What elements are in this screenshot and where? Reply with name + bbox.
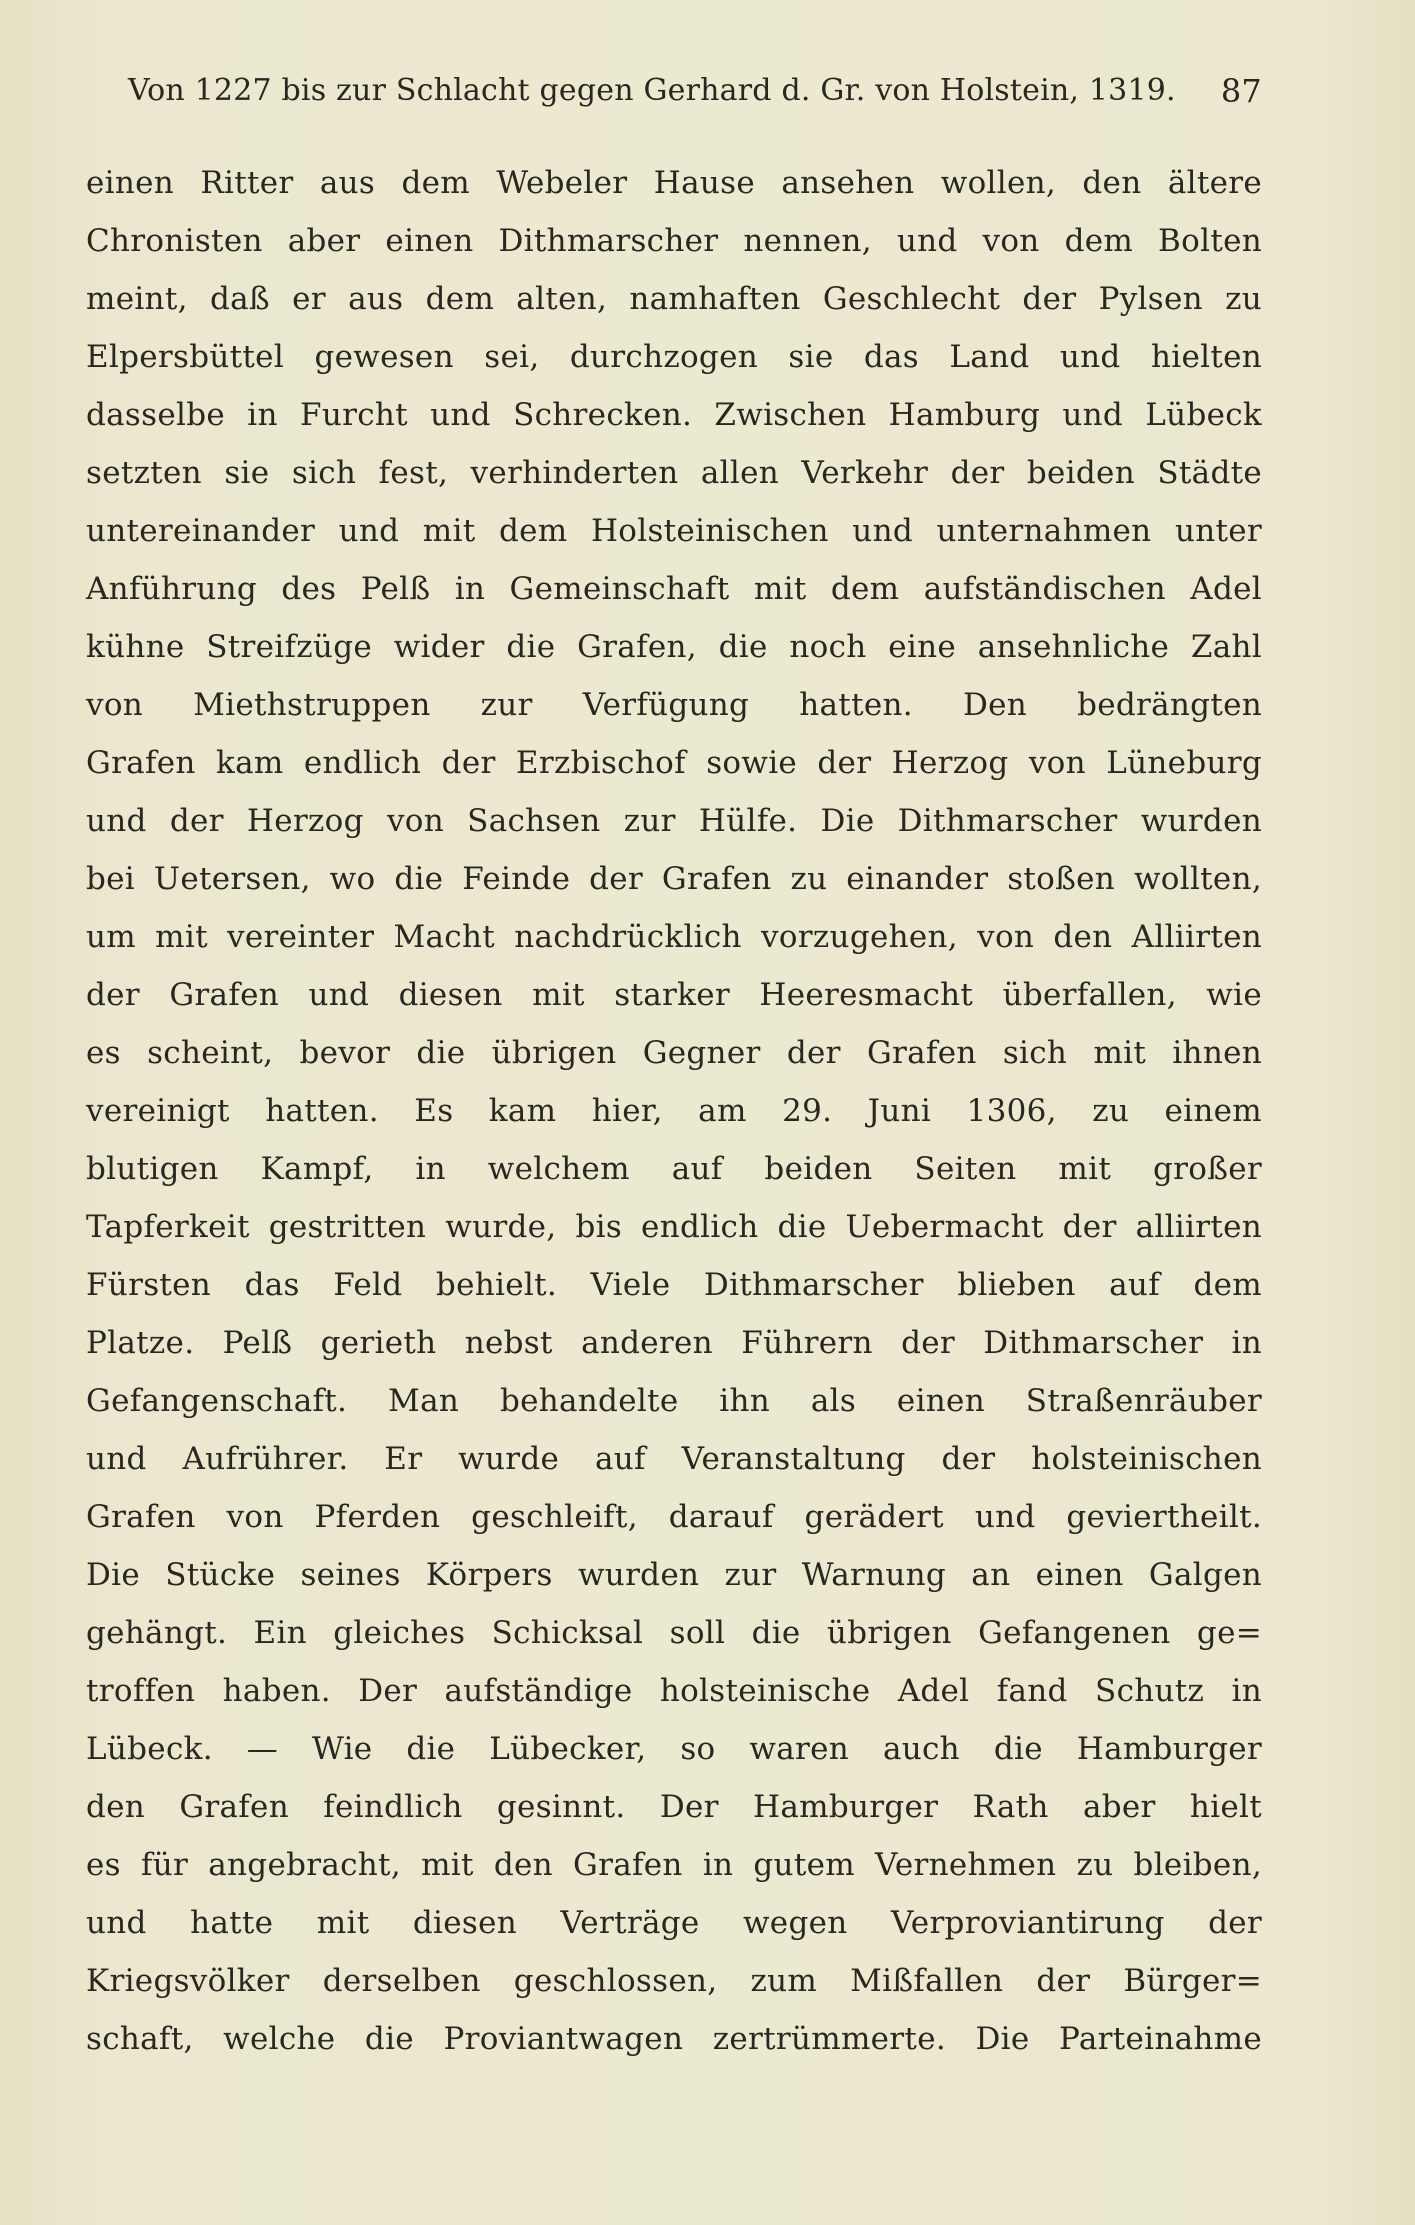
text-line: den Grafen feindlich gesinnt. Der Hamburger Rath aber hielt: [86, 1789, 1262, 1825]
text-line: es scheint, bevor die übrigen Gegner der Grafen sich mit ihnen: [86, 1035, 1262, 1071]
text-line: und der Herzog von Sachsen zur Hülfe. Die Dithmarscher wurden: [86, 803, 1262, 839]
running-head-title: Von 1227 bis zur Schlacht gegen Gerhard d. Gr. von Holstein, 1319.: [128, 73, 1176, 108]
text-line: Anführung des Pelß in Gemeinschaft mit dem aufständischen Adel: [86, 571, 1262, 607]
text-line: Kriegsvölker derselben geschlossen, zum Mißfallen der Bürger=: [86, 1963, 1262, 1999]
text-line: dasselbe in Furcht und Schrecken. Zwischen Hamburg und Lübeck: [86, 397, 1262, 433]
text-line: Lübeck. — Wie die Lübecker, so waren auch die Hamburger: [86, 1731, 1262, 1767]
text-line: blutigen Kampf, in welchem auf beiden Seiten mit großer: [86, 1151, 1262, 1187]
text-line: Die Stücke seines Körpers wurden zur Warnung an einen Galgen: [86, 1557, 1262, 1593]
text-line: und Aufrührer. Er wurde auf Veranstaltung der holsteinischen: [86, 1441, 1262, 1477]
text-line: untereinander und mit dem Holsteinischen und unternahmen unter: [86, 513, 1262, 549]
text-line: vereinigt hatten. Es kam hier, am 29. Juni 1306, zu einem: [86, 1093, 1262, 1129]
text-line: von Miethstruppen zur Verfügung hatten. Den bedrängten: [86, 687, 1262, 723]
text-line: Grafen kam endlich der Erzbischof sowie der Herzog von Lüneburg: [86, 745, 1262, 781]
text-line: schaft, welche die Proviantwagen zertrümmerte. Die Parteinahme: [86, 2021, 1262, 2057]
text-line: um mit vereinter Macht nachdrücklich vorzugehen, von den Alliirten: [86, 919, 1262, 955]
text-line: meint, daß er aus dem alten, namhaften Geschlecht der Pylsen zu: [86, 281, 1262, 317]
text-line: troffen haben. Der aufständige holsteinische Adel fand Schutz in: [86, 1673, 1262, 1709]
body-text: [86, 154, 1262, 2068]
text-line: Tapferkeit gestritten wurde, bis endlich die Uebermacht der alliirten: [86, 1209, 1262, 1245]
text-line: gehängt. Ein gleiches Schicksal soll die übrigen Gefangenen ge=: [86, 1615, 1262, 1651]
running-head: [128, 66, 1262, 116]
text-line: Elpersbüttel gewesen sei, durchzogen sie das Land und hielten: [86, 339, 1262, 375]
text-line: Chronisten aber einen Dithmarscher nennen, und von dem Bolten: [86, 223, 1262, 259]
text-line: Grafen von Pferden geschleift, darauf gerädert und geviertheilt.: [86, 1499, 1262, 1535]
text-line: setzten sie sich fest, verhinderten allen Verkehr der beiden Städte: [86, 455, 1262, 491]
text-line: kühne Streifzüge wider die Grafen, die noch eine ansehnliche Zahl: [86, 629, 1262, 665]
text-line: Fürsten das Feld behielt. Viele Dithmarscher blieben auf dem: [86, 1267, 1262, 1303]
page-number: 87: [1220, 72, 1262, 110]
text-line: der Grafen und diesen mit starker Heeresmacht überfallen, wie: [86, 977, 1262, 1013]
text-line: und hatte mit diesen Verträge wegen Verproviantirung der: [86, 1905, 1262, 1941]
text-line: Gefangenschaft. Man behandelte ihn als einen Straßenräuber: [86, 1383, 1262, 1419]
text-line: einen Ritter aus dem Webeler Hause ansehen wollen, den ältere: [86, 165, 1262, 201]
text-line: es für angebracht, mit den Grafen in gutem Vernehmen zu bleiben,: [86, 1847, 1262, 1883]
text-line: Platze. Pelß gerieth nebst anderen Führern der Dithmarscher in: [86, 1325, 1262, 1361]
text-line: bei Uetersen, wo die Feinde der Grafen zu einander stoßen wollten,: [86, 861, 1262, 897]
